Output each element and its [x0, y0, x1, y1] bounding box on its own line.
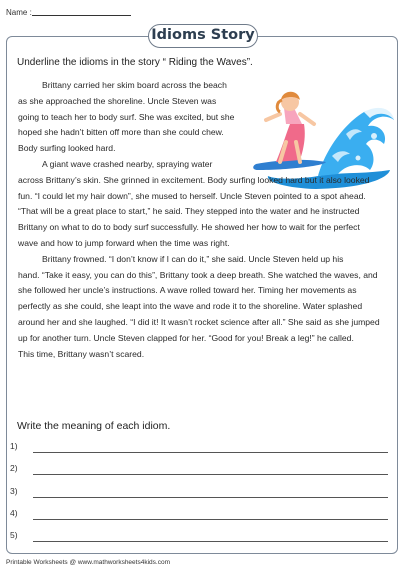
story-line: hand. “Take it easy, you can do this”, Brittany took a deep breath. She watched the waves, and — [18, 269, 378, 280]
story-line: Brittany on what to do to body surf successfully. He showed her how to wait for the perfect — [18, 222, 360, 233]
answer-row — [8, 530, 392, 552]
answer-number: 2) — [10, 463, 18, 474]
answer-row — [8, 486, 392, 508]
story-line: up for another turn. Uncle Steven clapped for her. “Good for you! Break a leg!” he called. — [18, 332, 354, 343]
story-line: as she approached the shoreline. Uncle Steven was — [18, 95, 217, 106]
footer-text: Printable Worksheets @ www.mathworksheets4kids.com — [6, 559, 170, 566]
name-line — [32, 15, 131, 16]
story-line: across Brittany’s skin. She grinned in excitement. Body surfing looked hard but it also looked — [18, 174, 370, 185]
answer-line[interactable] — [33, 474, 388, 475]
story-line: around her and she laughed. “I did it! It wasn’t rocket science after all.” She said as she jumped — [18, 316, 380, 327]
answer-number: 4) — [10, 507, 18, 518]
story-line: This time, Brittany wasn’t scared. — [18, 348, 145, 359]
worksheet-title: Idioms Story — [148, 24, 258, 48]
story-line: hoped she hadn’t bitten off more than she could chew. — [18, 127, 224, 138]
story-line: Body surfing looked hard. — [18, 143, 116, 154]
instruction-text: Underline the idioms in the story “ Riding the Waves”. — [17, 57, 253, 68]
story-line: going to teach her to body surf. She was excited, but she — [18, 111, 235, 122]
story-line: wave and how to jump forward when the time was right. — [18, 237, 230, 248]
answer-line[interactable] — [33, 452, 388, 453]
answer-line[interactable] — [33, 541, 388, 542]
story-line: fun. “I could let my hair down”, she mused to herself. Uncle Steven pointed to a spot ahead. — [18, 190, 366, 201]
answer-row — [8, 441, 392, 463]
name-label: Name : — [6, 8, 32, 17]
story-line: Brittany frowned. “I don’t know if I can do it,” she said. Uncle Steven held up his — [42, 253, 344, 264]
answer-list — [8, 441, 392, 552]
story-line: A giant wave crashed nearby, spraying water — [42, 158, 213, 169]
story-line: perfectly as she could, she leapt into the wave and rode it to the shoreline. Water splashed — [18, 301, 363, 312]
answer-number: 3) — [10, 485, 18, 496]
answer-row — [8, 508, 392, 530]
answer-line[interactable] — [33, 497, 388, 498]
story-text — [18, 78, 392, 362]
question-heading: Write the meaning of each idiom. — [17, 420, 171, 432]
story-line: she followed her uncle’s instructions. A wave rolled toward her. Timing her movements as — [18, 285, 357, 296]
answer-line[interactable] — [33, 519, 388, 520]
answer-row — [8, 463, 392, 485]
answer-number: 5) — [10, 530, 18, 541]
story-line: Brittany carried her skim board across the beach — [42, 80, 227, 90]
story-line: “That will be a great place to start,” he said. They stepped into the water and he instructed — [18, 206, 360, 217]
answer-number: 1) — [10, 441, 18, 451]
